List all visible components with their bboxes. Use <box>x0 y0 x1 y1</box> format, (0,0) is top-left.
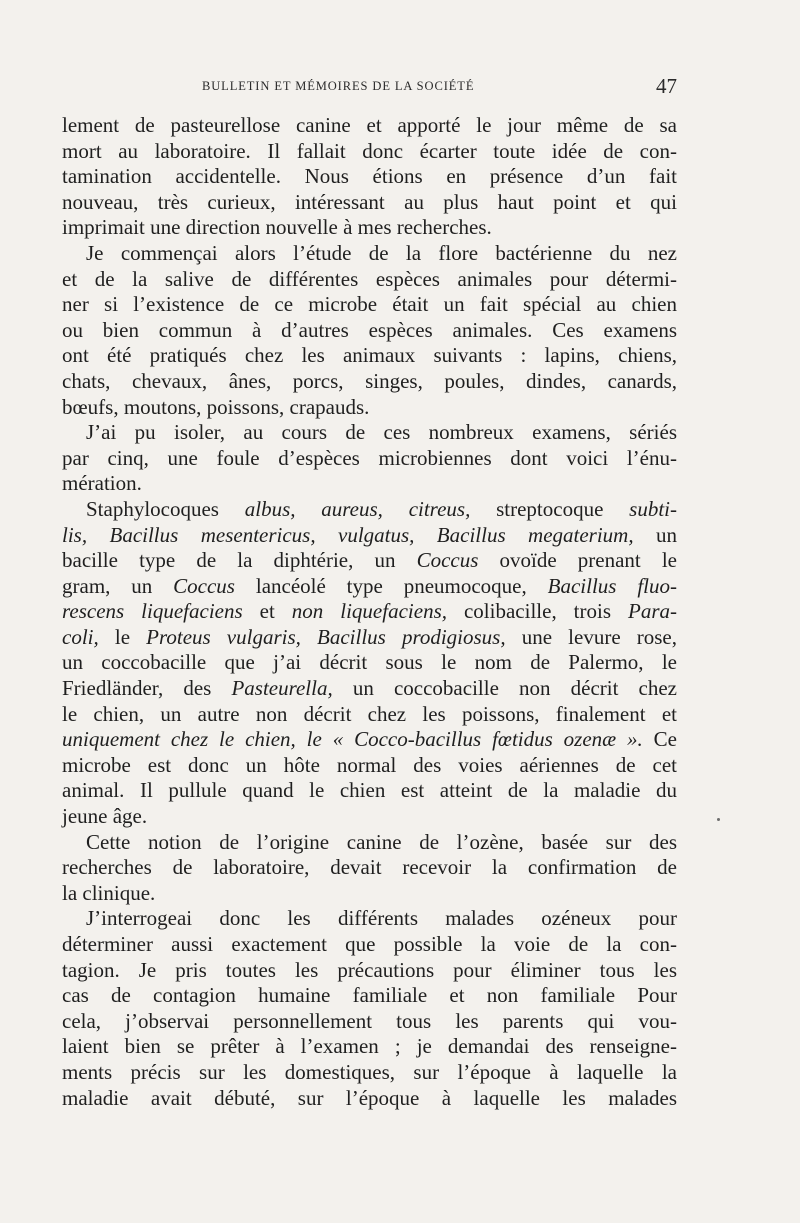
text-line: tamination accidentelle. Nous étions en présence d’un fait <box>62 164 677 189</box>
paragraph-2 <box>62 241 677 420</box>
text-line: ont été pratiqués chez les animaux suivants : lapins, chiens, <box>62 343 677 368</box>
text-line: jeune âge. <box>62 804 148 829</box>
text-run: un <box>633 522 677 547</box>
text-line: J’interrogeai donc les différents malades ozéneux pour <box>86 906 677 931</box>
text-line: animal. Il pullule quand le chien est atteint de la maladie du <box>62 778 677 803</box>
text-line: J’ai pu isoler, au cours de ces nombreux examens, sériés <box>86 420 677 445</box>
text-line: chats, chevaux, ânes, porcs, singes, poules, dindes, canards, <box>62 368 677 393</box>
text-line: mération. <box>62 471 142 496</box>
paragraph-6 <box>62 906 677 1111</box>
species-name: albus, aureus, citreus, <box>244 496 471 521</box>
text-run: streptocoque <box>470 496 630 521</box>
text-line: recherches de laboratoire, devait recevoir la confirmation de <box>62 855 677 880</box>
species-name: coli, <box>62 624 99 649</box>
paragraph-1 <box>62 113 677 241</box>
text-line: et de la salive de différentes espèces animales pour détermi- <box>62 266 677 291</box>
species-name: Bacillus fluo- <box>547 573 677 598</box>
text-line: lement de pasteurellose canine et apporté le jour même de sa <box>62 113 677 137</box>
text-line: déterminer aussi exactement que possible la voie de la con- <box>62 932 677 956</box>
species-name: lis, Bacillus mesentericus, vulgatus, Bacillus megaterium, <box>62 522 634 547</box>
text-run: Ce <box>642 727 678 752</box>
text-line <box>62 727 677 753</box>
running-head-title: BULLETIN ET MÉMOIRES DE LA SOCIÉTÉ <box>202 79 475 93</box>
species-name: Para- <box>628 599 677 624</box>
running-head <box>62 74 677 99</box>
species-name: rescens liquefaciens <box>62 599 243 624</box>
text-line: Cette notion de l’origine canine de l’ozène, basée sur des <box>86 829 677 854</box>
text-line <box>62 548 677 574</box>
text-line: cas de contagion humaine familiale et non familiale Pour <box>62 983 677 1008</box>
text-line <box>62 574 677 600</box>
text-line: tagion. Je pris toutes les précautions pour éliminer tous les <box>62 957 677 982</box>
text-line: microbe est donc un hôte normal des voies aériennes de cet <box>62 752 677 777</box>
text-run: le <box>98 624 147 649</box>
paragraph-3 <box>62 420 677 497</box>
text-run: bacille type de la diphtérie, un <box>62 548 417 573</box>
paragraph-4 <box>62 497 677 830</box>
text-run: Friedländer, des <box>62 676 232 701</box>
species-name: Proteus vulgaris, Bacillus prodigiosus, <box>146 624 506 649</box>
text-line: ou bien commun à d’autres espèces animales. Ces examens <box>62 317 677 342</box>
text-line: ner si l’existence de ce microbe était un fait spécial au chien <box>62 292 677 317</box>
text-line <box>62 523 677 549</box>
text-run: lancéolé type pneumocoque, <box>234 573 548 598</box>
text-run: ovoïde prenant le <box>478 548 677 573</box>
text-line: bœufs, moutons, poissons, crapauds. <box>62 394 370 419</box>
text-run: une levure rose, <box>505 624 677 649</box>
species-name: Pasteurella, <box>231 676 333 701</box>
text-line: mort au laboratoire. Il fallait donc écarter toute idée de con- <box>62 138 677 163</box>
page-number: 47 <box>656 74 677 98</box>
text-line: ments précis sur les domestiques, sur l’époque à laquelle la <box>62 1059 677 1084</box>
paragraph-5 <box>62 830 677 907</box>
species-name: uniquement chez le chien, le « Cocco-bacillus fœtidus ozenæ ». <box>62 727 643 752</box>
text-line: maladie avait débuté, sur l’époque à laquelle les malades <box>62 1085 677 1110</box>
text-line: la clinique. <box>62 880 156 905</box>
text-line: Je commençai alors l’étude de la flore bactérienne du nez <box>86 240 677 265</box>
text-line: laient bien se prêter à l’examen ; je demandai des renseigne- <box>62 1034 677 1059</box>
text-line: un coccobacille que j’ai décrit sous le nom de Palermo, le <box>62 650 677 675</box>
text-run: colibacille, trois <box>447 599 628 624</box>
text-line: cela, j’observai personnellement tous les parents qui vou- <box>62 1008 677 1033</box>
text-line <box>62 676 677 702</box>
text-run: gram, un <box>62 573 174 598</box>
species-name: Coccus <box>416 548 479 573</box>
text-run: et <box>242 599 292 624</box>
text-line: imprimait une direction nouvelle à mes recherches. <box>62 215 492 240</box>
text-line: le chien, un autre non décrit chez les poissons, finalement et <box>62 701 677 726</box>
species-name: Coccus <box>173 573 235 598</box>
body-text <box>62 113 677 1111</box>
text-line <box>62 497 677 523</box>
species-name: subti- <box>629 496 678 521</box>
text-run: Staphylocoques <box>86 496 245 521</box>
margin-dot <box>717 818 720 821</box>
text-run: un coccobacille non décrit chez <box>332 676 677 701</box>
species-name: non liquefaciens, <box>291 599 447 624</box>
text-line <box>62 599 677 625</box>
text-line <box>62 625 677 651</box>
text-line: nouveau, très curieux, intéressant au plus haut point et qui <box>62 189 677 214</box>
text-line: par cinq, une foule d’espèces microbiennes dont voici l’énu- <box>62 445 677 470</box>
